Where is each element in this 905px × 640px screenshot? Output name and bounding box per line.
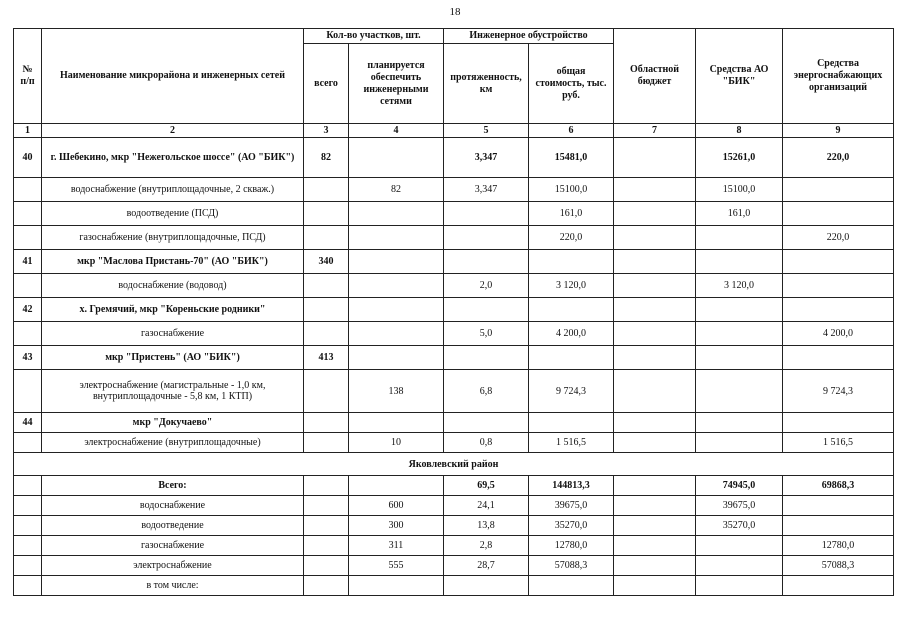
planned-cell: 555 [349,556,444,576]
planned-cell [349,576,444,596]
region-title: Яковлевский район [14,453,894,476]
length-cell: 2,0 [444,274,529,298]
table-row [14,274,894,298]
bik-funds-cell [696,346,783,370]
energy-funds-cell: 4 200,0 [783,322,894,346]
table-row [14,178,894,202]
bik-funds-cell: 15100,0 [696,178,783,202]
table-row [14,226,894,250]
total-cell [304,556,349,576]
table-row [14,413,894,433]
bik-funds-cell [696,250,783,274]
table-row [14,346,894,370]
row-number-cell [14,496,42,516]
planned-cell: 10 [349,433,444,453]
cost-cell [529,346,614,370]
row-name-cell: газоснабжение (внутриплощадочные, ПСД) [42,226,304,250]
summary-row [14,516,894,536]
regional-budget-cell [614,202,696,226]
row-name-cell: водоснабжение (внутриплощадочные, 2 скваж.) [42,178,304,202]
total-cell [304,322,349,346]
header-name: Наименование микрорайона и инженерных сетей [42,29,304,124]
bik-funds-cell: 35270,0 [696,516,783,536]
total-cell [304,226,349,250]
energy-funds-cell: 69868,3 [783,476,894,496]
length-cell: 6,8 [444,370,529,413]
row-name-cell: г. Шебекино, мкр "Нежегольское шоссе" (АО "БИК") [42,138,304,178]
planned-cell [349,226,444,250]
row-number-cell [14,202,42,226]
energy-funds-cell [783,202,894,226]
length-cell: 13,8 [444,516,529,536]
total-cell [304,413,349,433]
regional-budget-cell [614,370,696,413]
total-cell: 413 [304,346,349,370]
bik-funds-cell: 74945,0 [696,476,783,496]
row-number-cell: 43 [14,346,42,370]
length-cell [444,250,529,274]
total-cell [304,576,349,596]
length-cell: 2,8 [444,536,529,556]
header-energy-funds: Средства энергоснабжающих организаций [783,29,894,124]
energy-funds-cell [783,250,894,274]
planned-cell [349,476,444,496]
row-number-cell [14,476,42,496]
length-cell [444,202,529,226]
header-bik-funds: Средства АО "БИК" [696,29,783,124]
row-number-cell [14,556,42,576]
header-count-group: Кол-во участков, шт. [304,29,444,44]
cost-cell: 4 200,0 [529,322,614,346]
regional-budget-cell [614,536,696,556]
bik-funds-cell [696,413,783,433]
table-row [14,370,894,413]
summary-row [14,556,894,576]
row-name-cell: водоснабжение [42,496,304,516]
cost-cell [529,250,614,274]
total-cell [304,274,349,298]
regional-budget-cell [614,496,696,516]
regional-budget-cell [614,433,696,453]
column-number: 6 [529,124,614,138]
regional-budget-cell [614,138,696,178]
bik-funds-cell [696,556,783,576]
table-row [14,138,894,178]
planned-cell: 82 [349,178,444,202]
length-cell [444,413,529,433]
column-number: 2 [42,124,304,138]
planned-cell [349,298,444,322]
length-cell: 28,7 [444,556,529,576]
row-number-cell [14,516,42,536]
bik-funds-cell [696,370,783,413]
table-row [14,433,894,453]
total-cell [304,298,349,322]
regional-budget-cell [614,274,696,298]
row-name-cell: х. Гремячий, мкр "Кореньские родники" [42,298,304,322]
planned-cell [349,250,444,274]
row-name-cell: водоотведение (ПСД) [42,202,304,226]
cost-cell: 15100,0 [529,178,614,202]
bik-funds-cell: 161,0 [696,202,783,226]
financing-table [13,28,894,596]
cost-cell: 15481,0 [529,138,614,178]
planned-cell: 600 [349,496,444,516]
regional-budget-cell [614,178,696,202]
row-name-cell: мкр "Докучаево" [42,413,304,433]
row-name-cell: мкр "Маслова Пристань-70" (АО "БИК") [42,250,304,274]
row-number-cell [14,226,42,250]
energy-funds-cell: 57088,3 [783,556,894,576]
row-number-cell [14,322,42,346]
regional-budget-cell [614,322,696,346]
energy-funds-cell: 9 724,3 [783,370,894,413]
cost-cell: 35270,0 [529,516,614,536]
regional-budget-cell [614,250,696,274]
cost-cell: 9 724,3 [529,370,614,413]
energy-funds-cell: 220,0 [783,138,894,178]
column-number: 4 [349,124,444,138]
row-name-cell: газоснабжение [42,322,304,346]
bik-funds-cell [696,433,783,453]
row-name-cell: электроснабжение (внутриплощадочные) [42,433,304,453]
row-name-cell: Всего: [42,476,304,496]
row-name-cell: электроснабжение [42,556,304,576]
energy-funds-cell [783,346,894,370]
regional-budget-cell [614,346,696,370]
planned-cell [349,413,444,433]
length-cell: 24,1 [444,496,529,516]
bik-funds-cell: 15261,0 [696,138,783,178]
regional-budget-cell [614,516,696,536]
length-cell [444,298,529,322]
length-cell [444,576,529,596]
summary-row [14,576,894,596]
cost-cell: 57088,3 [529,556,614,576]
row-name-cell: газоснабжение [42,536,304,556]
row-number-cell: 41 [14,250,42,274]
header-num: № п/п [14,29,42,124]
page-number: 18 [449,6,461,18]
length-cell: 3,347 [444,138,529,178]
row-number-cell: 42 [14,298,42,322]
column-number: 9 [783,124,894,138]
header-total: всего [304,44,349,124]
header-engineering-group: Инженерное обустройство [444,29,614,44]
row-number-cell: 40 [14,138,42,178]
summary-row [14,476,894,496]
row-number-cell [14,433,42,453]
energy-funds-cell: 1 516,5 [783,433,894,453]
bik-funds-cell [696,536,783,556]
planned-cell [349,274,444,298]
column-number: 8 [696,124,783,138]
length-cell [444,346,529,370]
table-row [14,202,894,226]
regional-budget-cell [614,413,696,433]
cost-cell: 1 516,5 [529,433,614,453]
length-cell [444,226,529,250]
header-regional-budget: Областной бюджет [614,29,696,124]
column-number: 1 [14,124,42,138]
total-cell [304,433,349,453]
row-number-cell [14,536,42,556]
total-cell [304,370,349,413]
energy-funds-cell: 220,0 [783,226,894,250]
bik-funds-cell [696,576,783,596]
bik-funds-cell [696,322,783,346]
length-cell: 5,0 [444,322,529,346]
energy-funds-cell [783,274,894,298]
column-number-row [14,124,894,138]
regional-budget-cell [614,226,696,250]
summary-row [14,536,894,556]
cost-cell [529,413,614,433]
total-cell [304,178,349,202]
row-name-cell: в том числе: [42,576,304,596]
row-number-cell [14,178,42,202]
row-name-cell: мкр "Пристень" (АО "БИК") [42,346,304,370]
energy-funds-cell [783,298,894,322]
planned-cell [349,322,444,346]
energy-funds-cell [783,178,894,202]
length-cell: 0,8 [444,433,529,453]
cost-cell: 161,0 [529,202,614,226]
regional-budget-cell [614,556,696,576]
column-number: 7 [614,124,696,138]
planned-cell: 300 [349,516,444,536]
cost-cell: 39675,0 [529,496,614,516]
row-name-cell: водоотведение [42,516,304,536]
column-number: 3 [304,124,349,138]
header-planned: планируется обеспечить инженерными сетями [349,44,444,124]
row-name-cell: электроснабжение (магистральные - 1,0 км, внутриплощадочные - 5,8 км, 1 КТП) [42,370,304,413]
planned-cell: 311 [349,536,444,556]
cost-cell: 3 120,0 [529,274,614,298]
energy-funds-cell [783,516,894,536]
energy-funds-cell [783,576,894,596]
header-length: протяженность, км [444,44,529,124]
regional-budget-cell [614,298,696,322]
header-cost: общая стоимость, тыс. руб. [529,44,614,124]
table-row [14,322,894,346]
row-name-cell: водоснабжение (водовод) [42,274,304,298]
row-number-cell [14,576,42,596]
planned-cell: 138 [349,370,444,413]
total-cell [304,536,349,556]
bik-funds-cell: 3 120,0 [696,274,783,298]
row-number-cell: 44 [14,413,42,433]
table-row [14,250,894,274]
column-number: 5 [444,124,529,138]
length-cell: 3,347 [444,178,529,202]
cost-cell: 144813,3 [529,476,614,496]
row-number-cell [14,370,42,413]
planned-cell [349,346,444,370]
summary-row [14,496,894,516]
planned-cell [349,138,444,178]
cost-cell: 12780,0 [529,536,614,556]
bik-funds-cell: 39675,0 [696,496,783,516]
cost-cell [529,298,614,322]
energy-funds-cell: 12780,0 [783,536,894,556]
total-cell: 82 [304,138,349,178]
energy-funds-cell [783,413,894,433]
cost-cell: 220,0 [529,226,614,250]
bik-funds-cell [696,298,783,322]
total-cell: 340 [304,250,349,274]
total-cell [304,516,349,536]
table-row [14,298,894,322]
total-cell [304,496,349,516]
length-cell: 69,5 [444,476,529,496]
cost-cell [529,576,614,596]
regional-budget-cell [614,476,696,496]
row-number-cell [14,274,42,298]
energy-funds-cell [783,496,894,516]
total-cell [304,476,349,496]
regional-budget-cell [614,576,696,596]
planned-cell [349,202,444,226]
total-cell [304,202,349,226]
bik-funds-cell [696,226,783,250]
